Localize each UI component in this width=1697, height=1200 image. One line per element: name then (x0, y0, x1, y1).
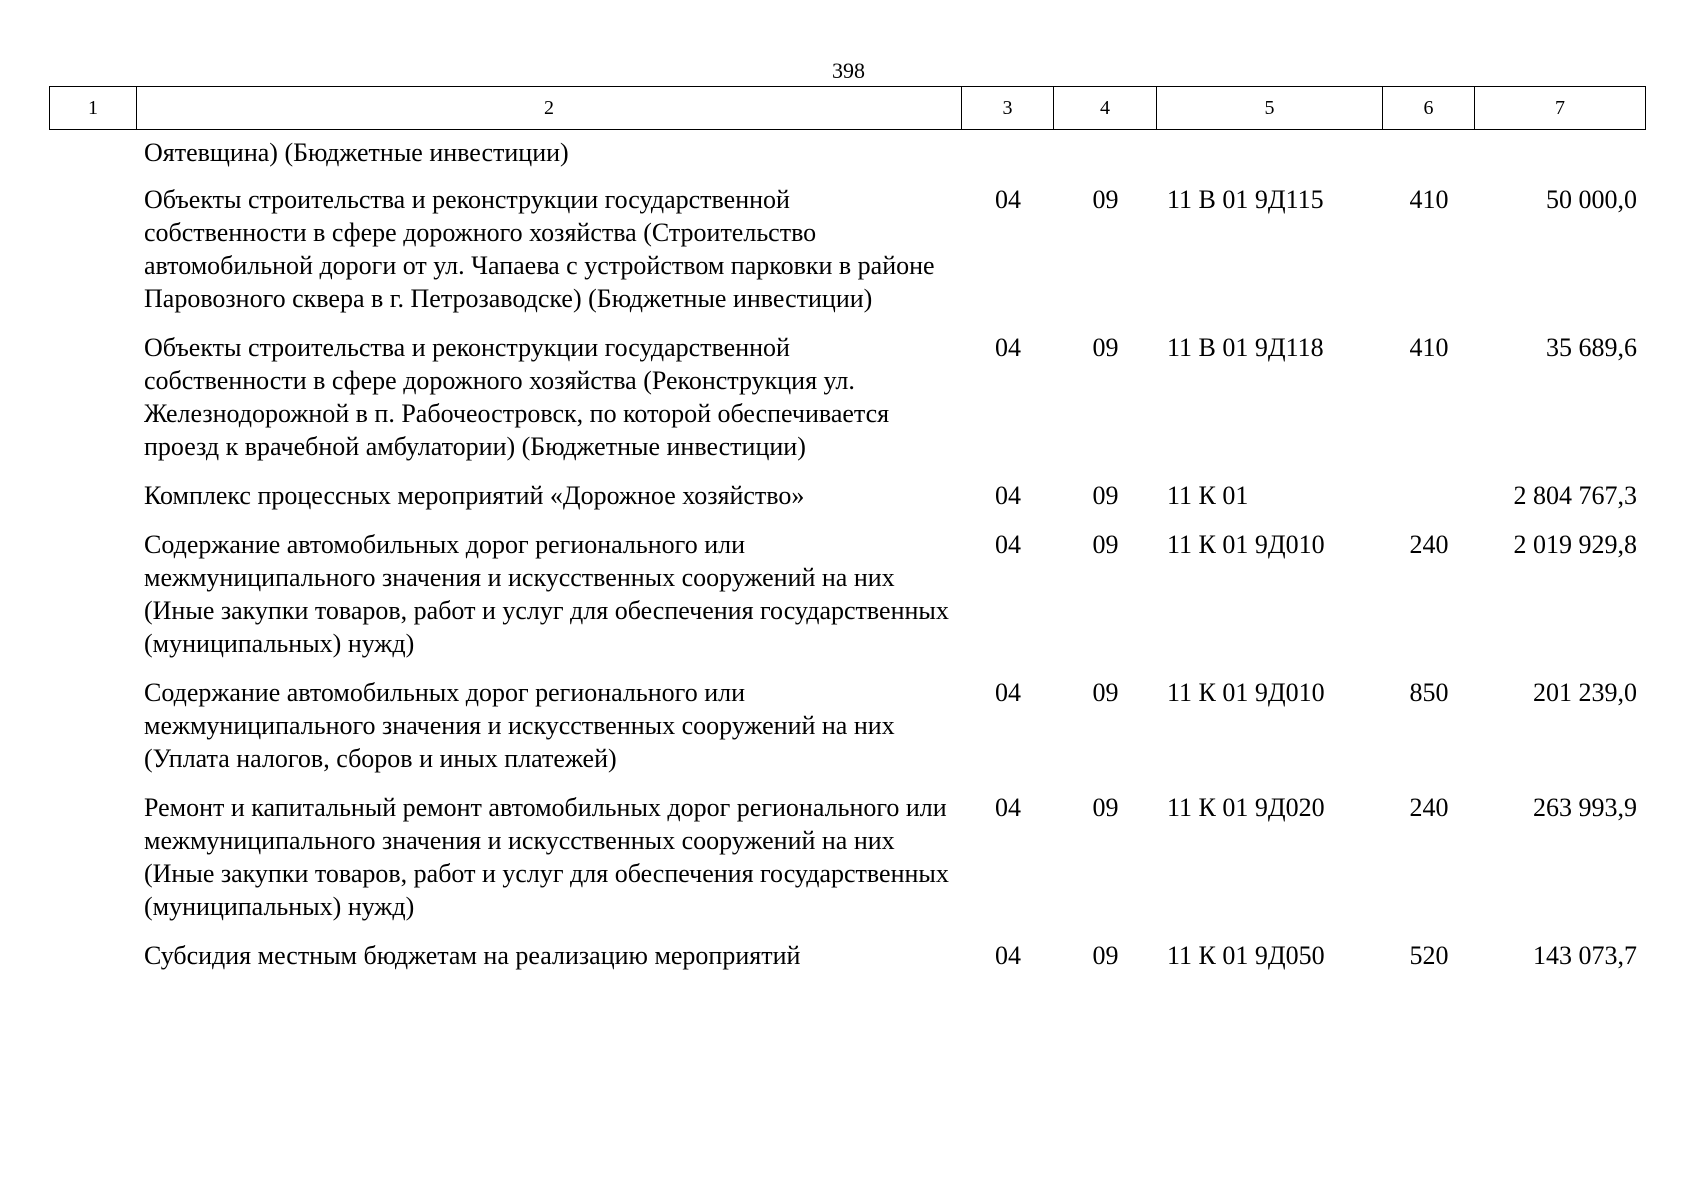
table-row (49, 939, 1645, 972)
table-row (49, 183, 1645, 315)
table-row (49, 528, 1645, 660)
row-vr: 520 (1409, 941, 1449, 970)
row-name: Объекты строительства и реконструкции государственной собственности в сфере дорожного хозяйства (Строительство автомобильной дороги от ул. Чапаева с устройством парковки в районе Паровозного сквера в г. Петрозаводске) (Бюджетные инвестиции) (144, 185, 935, 313)
row-sum: 143 073,7 (1533, 941, 1637, 970)
page-number: 398 (832, 58, 865, 83)
row-sum: 263 993,9 (1533, 793, 1637, 822)
table-body (49, 136, 1645, 988)
row-sum: 50 000,0 (1546, 185, 1637, 214)
row-pr: 09 (1092, 333, 1119, 362)
row-name: Комплекс процессных мероприятий «Дорожное хозяйство» (144, 481, 805, 510)
row-pr: 09 (1092, 793, 1119, 822)
row-csr: 11 К 01 (1167, 481, 1249, 510)
row-sum: 2 804 767,3 (1513, 481, 1637, 510)
row-csr: 11 В 01 9Д115 (1167, 185, 1324, 214)
row-sum: 2 019 929,8 (1513, 530, 1637, 559)
row-name: Объекты строительства и реконструкции государственной собственности в сфере дорожного хозяйства (Реконструкция ул. Железнодорожной в п. Рабочеостровск, по которой обеспечивается проезд к врачебной амбулатории) (Бюджетные инвестиции) (144, 333, 890, 461)
table-row (49, 479, 1645, 512)
header-col-2: 2 (137, 87, 962, 130)
row-pr: 09 (1092, 941, 1119, 970)
row-vr: 410 (1409, 185, 1449, 214)
table-row (49, 676, 1645, 775)
row-name: Субсидия местным бюджетам на реализацию мероприятий (144, 941, 801, 970)
row-vr: 850 (1409, 678, 1449, 707)
row-pr: 09 (1092, 678, 1119, 707)
row-name: Содержание автомобильных дорог регионального или межмуниципального значения и искусственных сооружений на них (Иные закупки товаров, работ и услуг для обеспечения государственных (муниципальных) нужд) (144, 530, 949, 658)
row-sum: 201 239,0 (1533, 678, 1637, 707)
row-vr: 410 (1409, 333, 1449, 362)
header-col-6: 6 (1383, 87, 1475, 130)
row-vr: 240 (1409, 530, 1449, 559)
row-csr: 11 К 01 9Д010 (1167, 530, 1325, 559)
row-rz: 04 (995, 481, 1021, 510)
row-rz: 04 (995, 941, 1021, 970)
row-vr: 240 (1409, 793, 1449, 822)
row-rz: 04 (995, 530, 1021, 559)
row-vr (1383, 479, 1475, 512)
table-row (49, 791, 1645, 923)
header-col-1: 1 (50, 87, 137, 130)
header-col-5: 5 (1157, 87, 1383, 130)
table-row (49, 331, 1645, 463)
row-sum: 35 689,6 (1546, 333, 1637, 362)
continuation-row (49, 136, 1645, 169)
header-col-3: 3 (962, 87, 1054, 130)
table-header (49, 86, 1646, 130)
row-rz: 04 (995, 793, 1021, 822)
continuation-text: Оятевщина) (Бюджетные инвестиции) (144, 138, 569, 167)
row-rz: 04 (995, 185, 1021, 214)
row-rz: 04 (995, 333, 1021, 362)
row-pr: 09 (1092, 530, 1119, 559)
row-csr: 11 К 01 9Д010 (1167, 678, 1325, 707)
header-col-4: 4 (1054, 87, 1157, 130)
row-rz: 04 (995, 678, 1021, 707)
row-csr: 11 К 01 9Д050 (1167, 941, 1325, 970)
row-csr: 11 К 01 9Д020 (1167, 793, 1325, 822)
row-csr: 11 В 01 9Д118 (1167, 333, 1324, 362)
row-name: Содержание автомобильных дорог регионального или межмуниципального значения и искусственных сооружений на них (Уплата налогов, сборов и иных платежей) (144, 678, 895, 773)
row-pr: 09 (1092, 185, 1119, 214)
header-col-7: 7 (1475, 87, 1646, 130)
row-pr: 09 (1092, 481, 1119, 510)
row-name: Ремонт и капитальный ремонт автомобильных дорог регионального или межмуниципального значения и искусственных сооружений на них (Иные закупки товаров, работ и услуг для обеспечения государственных (муниципальных) нужд) (144, 793, 949, 921)
